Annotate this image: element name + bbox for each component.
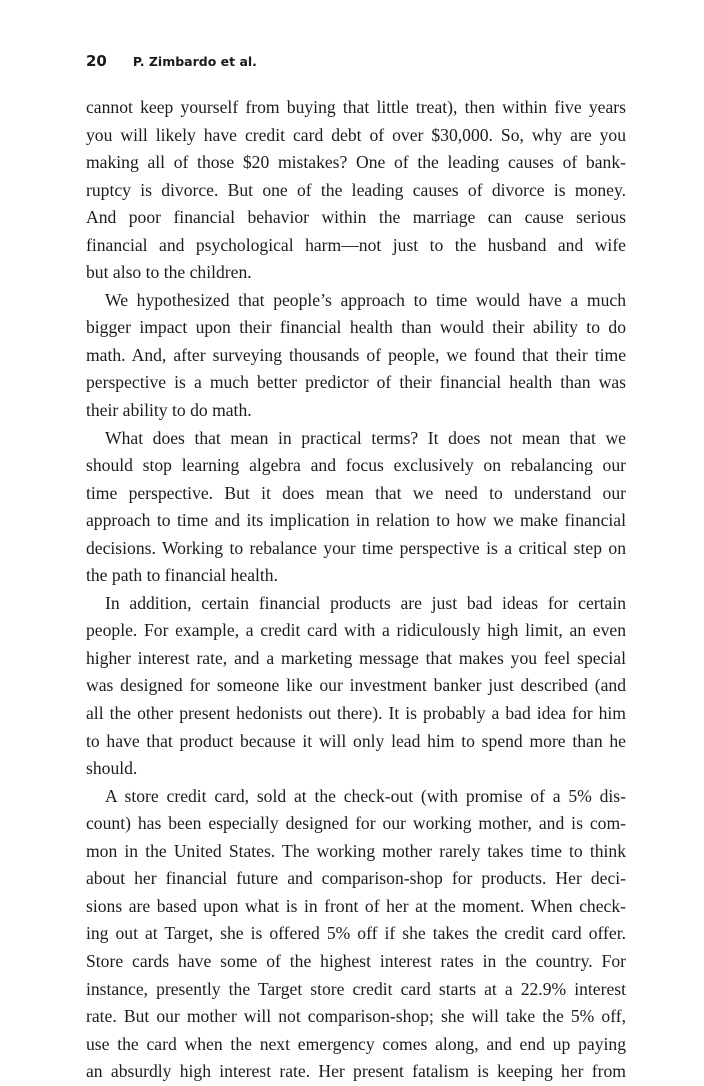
text-line: instance, presently the Target store credit card starts at a 22.9% interest [86, 978, 626, 999]
text-line: sions are based upon what is in front of her at the moment. When check- [86, 895, 626, 916]
text-line: perspective is a much better predictor of their financial health than was [86, 372, 626, 393]
text-line: We hypothesized that people’s approach to time would have a much [105, 289, 626, 310]
body-text [86, 94, 626, 1086]
text-line: you will likely have credit card debt of over $30,000. So, why are you [86, 124, 626, 145]
text-line: higher interest rate, and a marketing message that makes you feel special [86, 647, 626, 668]
text-line: financial and psychological harm—not just to the husband and wife [86, 234, 626, 255]
text-line: And poor financial behavior within the marriage can cause serious [86, 207, 626, 228]
text-line: rate. But our mother will not comparison-shop; she will take the 5% off, [86, 1006, 626, 1027]
running-author: P. Zimbardo et al. [132, 54, 257, 69]
text-line: should. [86, 758, 138, 779]
paragraph-5 [86, 783, 626, 1086]
text-line: should stop learning algebra and focus exclusively on rebalancing our [86, 455, 626, 476]
text-line: bigger impact upon their financial health than would their ability to do [86, 317, 626, 338]
text-line: approach to time and its implication in relation to how we make financial [86, 510, 626, 531]
text-line: What does that mean in practical terms? It does not mean that we [105, 427, 626, 448]
text-line: an absurdly high interest rate. Her present fatalism is keeping her from [86, 1061, 626, 1082]
text-line: the path to financial health. [86, 565, 278, 586]
paragraph-1 [86, 94, 626, 287]
text-line: was designed for someone like our investment banker just described (and [86, 675, 626, 696]
running-head [86, 51, 257, 70]
text-line: to have that product because it will only lead him to spend more than he [86, 730, 626, 751]
text-line: making all of those $20 mistakes? One of the leading causes of bank- [86, 152, 626, 173]
text-line: In addition, certain financial products are just bad ideas for certain [105, 592, 626, 613]
text-line: mon in the United States. The working mother rarely takes time to think [86, 840, 626, 861]
text-line: but also to the children. [86, 262, 252, 283]
text-line: math. And, after surveying thousands of people, we found that their time [86, 344, 626, 365]
text-line: A store credit card, sold at the check-out (with promise of a 5% dis- [105, 785, 626, 806]
text-line: their ability to do math. [86, 400, 252, 421]
text-line: cannot keep yourself from buying that little treat), then within five years [86, 97, 626, 117]
text-line: people. For example, a credit card with a ridiculously high limit, an even [86, 620, 626, 641]
paragraph-2 [86, 287, 626, 425]
paragraph-3 [86, 425, 626, 590]
text-line: ruptcy is divorce. But one of the leading causes of divorce is money. [86, 179, 626, 200]
text-line: ing out at Target, she is offered 5% off if she takes the credit card offer. [86, 923, 626, 944]
text-line: use the card when the next emergency comes along, and end up paying [86, 1033, 626, 1054]
text-line: decisions. Working to rebalance your time perspective is a critical step on [86, 537, 626, 558]
paragraph-4 [86, 590, 626, 783]
text-line: Store cards have some of the highest interest rates in the country. For [86, 950, 626, 971]
text-line: count) has been especially designed for our working mother, and is com- [86, 813, 626, 834]
page-number: 20 [86, 52, 107, 70]
text-line: all the other present hedonists out there). It is probably a bad idea for him [86, 703, 626, 724]
text-line: time perspective. But it does mean that we need to understand our [86, 482, 626, 503]
text-line: about her financial future and comparison-shop for products. Her deci- [86, 868, 626, 889]
